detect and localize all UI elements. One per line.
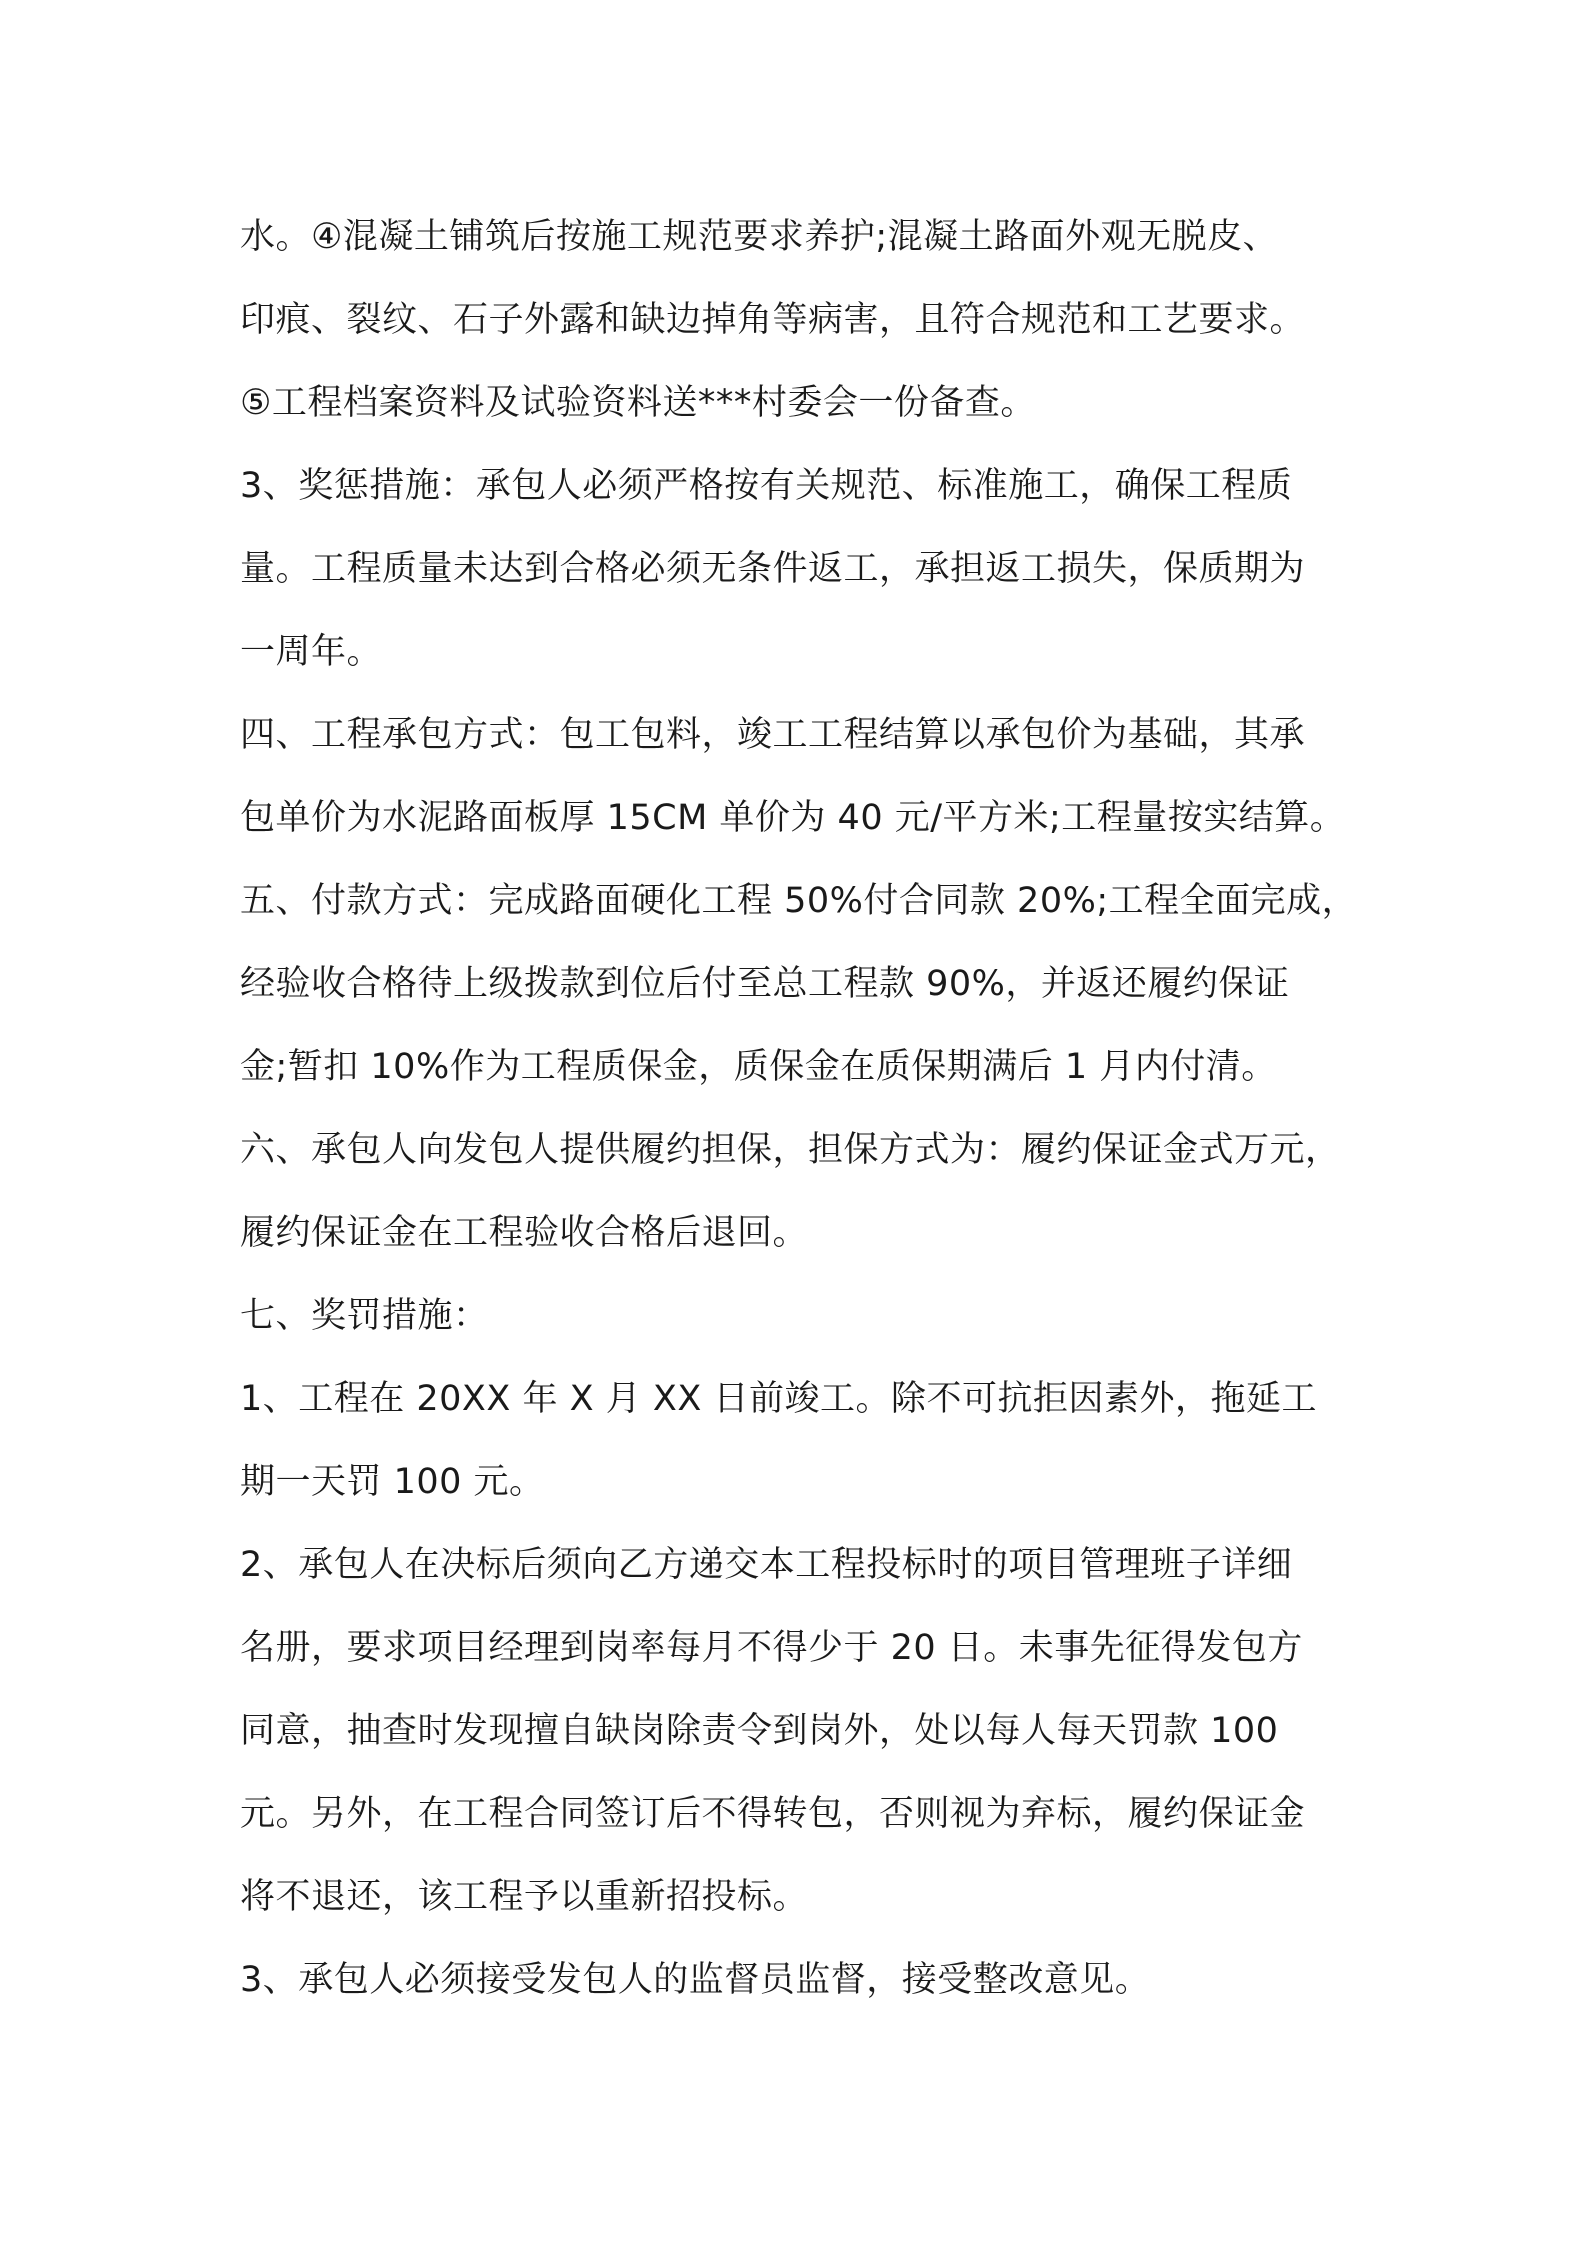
text-line: 名册，要求项目经理到岗率每月不得少于 20 日。未事先征得发包方 [240, 1628, 1303, 1668]
text-line: 同意，抽查时发现擅自缺岗除责令到岗外，处以每人每天罚款 100 [240, 1711, 1279, 1751]
text-line: 六、承包人向发包人提供履约担保，担保方式为：履约保证金式万元， [240, 1130, 1341, 1170]
text-line: 履约保证金在工程验收合格后退回。 [240, 1213, 809, 1253]
text-line: 2、承包人在决标后须向乙方递交本工程投标时的项目管理班子详细 [240, 1545, 1293, 1585]
text-line: 期一天罚 100 元。 [240, 1462, 545, 1502]
text-line: ⑤工程档案资料及试验资料送***村委会一份备查。 [240, 383, 1036, 423]
text-line: 1、工程在 20XX 年 X 月 XX 日前竣工。除不可抗拒因素外，拖延工 [240, 1379, 1317, 1419]
text-line: 元。另外，在工程合同签订后不得转包，否则视为弃标，履约保证金 [240, 1794, 1306, 1834]
text-line: 将不退还，该工程予以重新招投标。 [240, 1877, 809, 1917]
text-line: 金;暂扣 10%作为工程质保金，质保金在质保期满后 1 月内付清。 [240, 1047, 1277, 1087]
text-line: 七、奖罚措施： [240, 1296, 489, 1336]
text-line: 经验收合格待上级拨款到位后付至总工程款 90%，并返还履约保证 [240, 964, 1290, 1004]
text-line: 量。工程质量未达到合格必须无条件返工，承担返工损失，保质期为 [240, 549, 1306, 589]
text-line: 四、工程承包方式：包工包料，竣工工程结算以承包价为基础，其承 [240, 715, 1306, 755]
text-line: 包单价为水泥路面板厚 15CM 单价为 40 元/平方米;工程量按实结算。 [240, 798, 1346, 838]
text-line: 印痕、裂纹、石子外露和缺边掉角等病害，且符合规范和工艺要求。 [240, 300, 1306, 340]
text-line: 3、奖惩措施：承包人必须严格按有关规范、标准施工，确保工程质 [240, 466, 1293, 506]
document-body [240, 196, 1360, 2022]
text-line: 水。④混凝土铺筑后按施工规范要求养护;混凝土路面外观无脱皮、 [240, 217, 1279, 257]
text-line: 五、付款方式：完成路面硬化工程 50%付合同款 20%;工程全面完成， [240, 881, 1358, 921]
text-line: 一周年。 [240, 632, 383, 672]
text-line: 3、承包人必须接受发包人的监督员监督，接受整改意见。 [240, 1960, 1151, 2000]
